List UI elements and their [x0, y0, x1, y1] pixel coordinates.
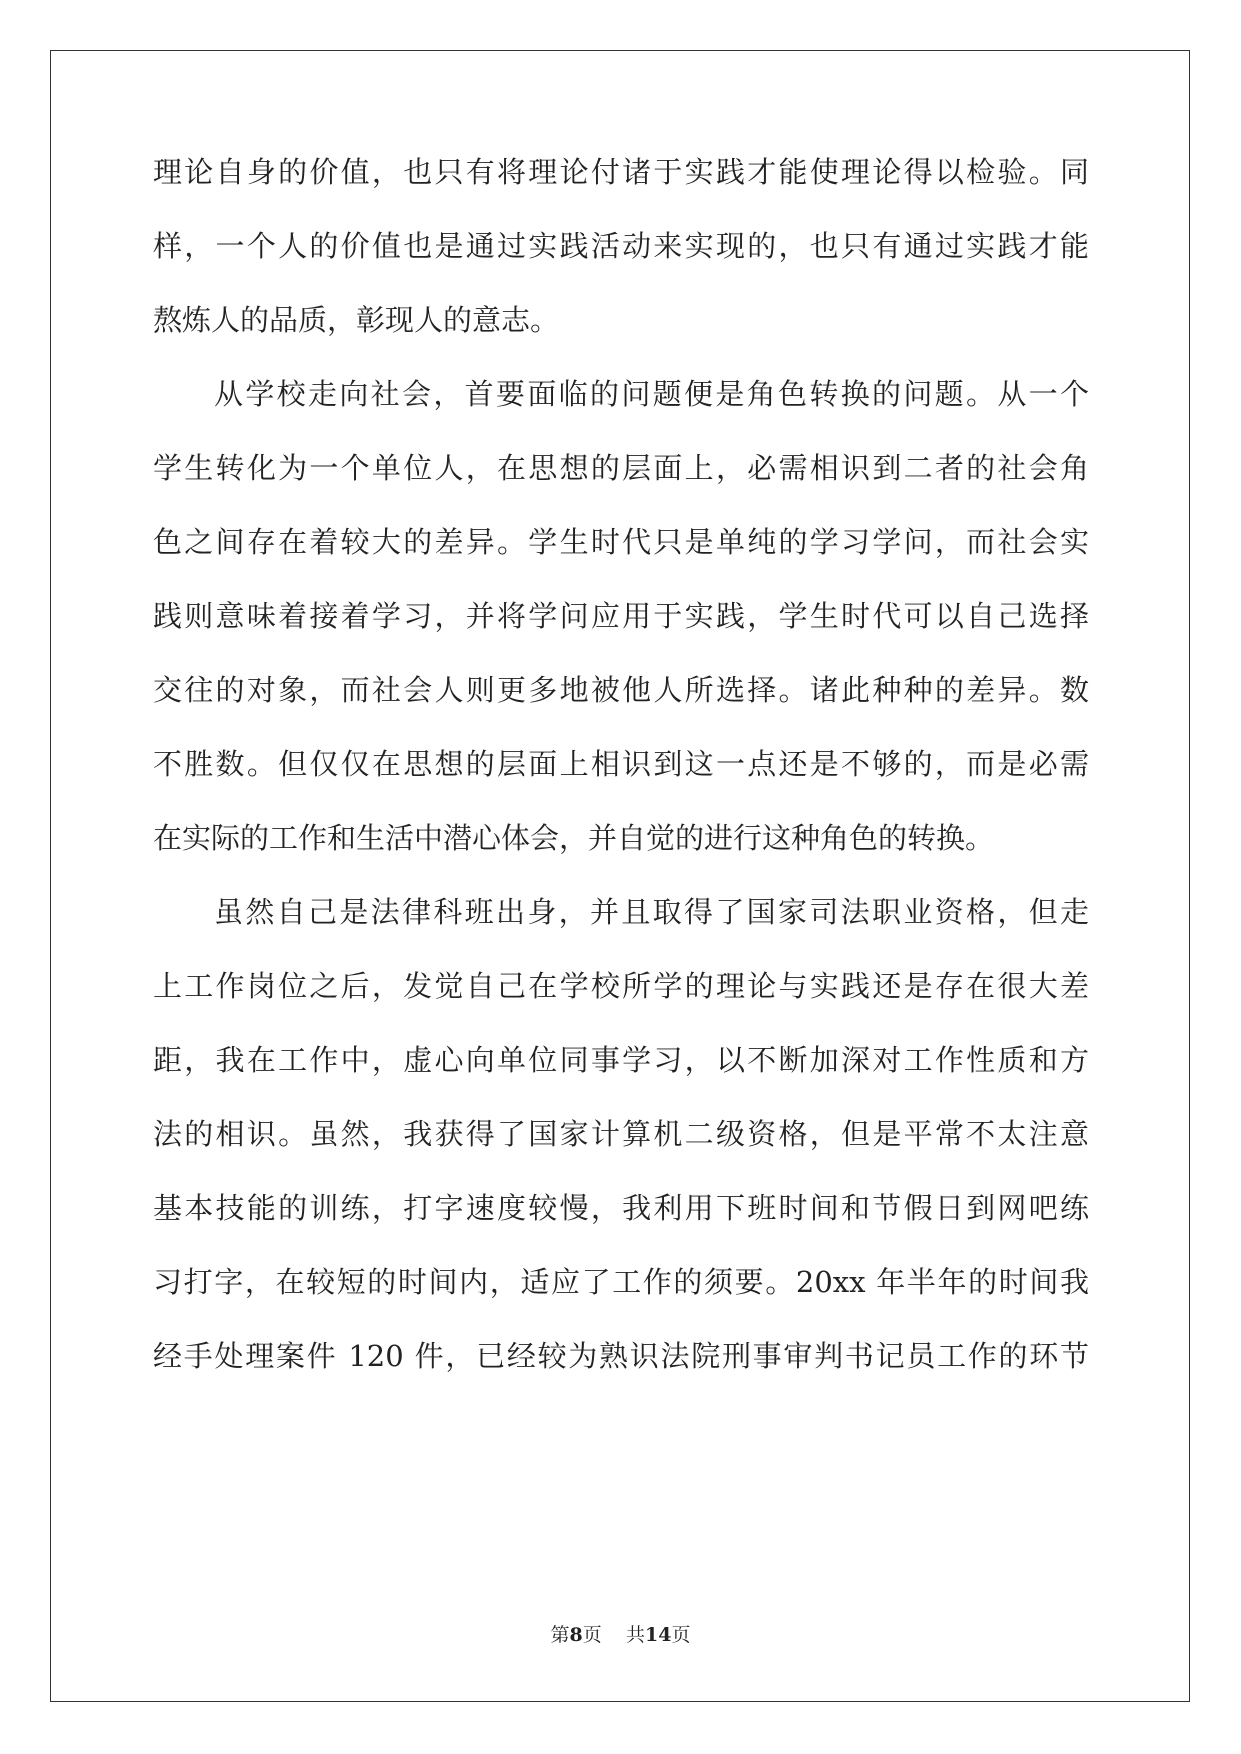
text-line: 距，我在工作中，虚心向单位同事学习，以不断加深对工作性质和方	[153, 1043, 1089, 1077]
text-line: 习打字，在较短的时间内，适应了工作的须要。20xx 年半年的时间我	[153, 1265, 1089, 1299]
current-page-number: 8	[569, 1624, 583, 1646]
text-line: 学生转化为一个单位人，在思想的层面上，必需相识到二者的社会角	[153, 451, 1089, 485]
text-line: 经手处理案件 120 件，已经较为熟识法院刑事审判书记员工作的环节	[153, 1339, 1089, 1373]
text-line: 色之间存在着较大的差异。学生时代只是单纯的学习学问，而社会实	[153, 525, 1089, 559]
paragraph-first-line: 从学校走向社会，首要面临的问题便是角色转换的问题。从一个	[214, 377, 1089, 411]
text-line: 上工作岗位之后，发觉自己在学校所学的理论与实践还是存在很大差	[153, 969, 1089, 1003]
page-footer	[0, 1622, 1241, 1648]
text-line: 交往的对象，而社会人则更多地被他人所选择。诸此种种的差异。数	[153, 673, 1089, 707]
footer-total-prefix: 共	[625, 1624, 645, 1646]
paragraph-first-line: 虽然自己是法律科班出身，并且取得了国家司法职业资格，但走	[214, 895, 1089, 929]
footer-page-suffix: 页	[582, 1624, 602, 1646]
text-line: 法的相识。虽然，我获得了国家计算机二级资格，但是平常不太注意	[153, 1117, 1089, 1151]
footer-total-suffix: 页	[671, 1624, 691, 1646]
text-line: 不胜数。但仅仅在思想的层面上相识到这一点还是不够的，而是必需	[153, 747, 1089, 781]
text-line: 样，一个人的价值也是通过实践活动来实现的，也只有通过实践才能	[153, 229, 1089, 263]
text-line: 理论自身的价值，也只有将理论付诸于实践才能使理论得以检验。同	[153, 155, 1089, 189]
text-line: 基本技能的训练，打字速度较慢，我利用下班时间和节假日到网吧练	[153, 1191, 1089, 1225]
total-page-count: 14	[644, 1624, 672, 1646]
text-line: 践则意味着接着学习，并将学问应用于实践，学生时代可以自己选择	[153, 599, 1089, 633]
footer-prefix: 第	[550, 1624, 570, 1646]
text-line: 熬炼人的品质，彰现人的意志。	[153, 303, 560, 337]
text-line: 在实际的工作和生活中潜心体会，并自觉的进行这种角色的转换。	[153, 821, 995, 855]
